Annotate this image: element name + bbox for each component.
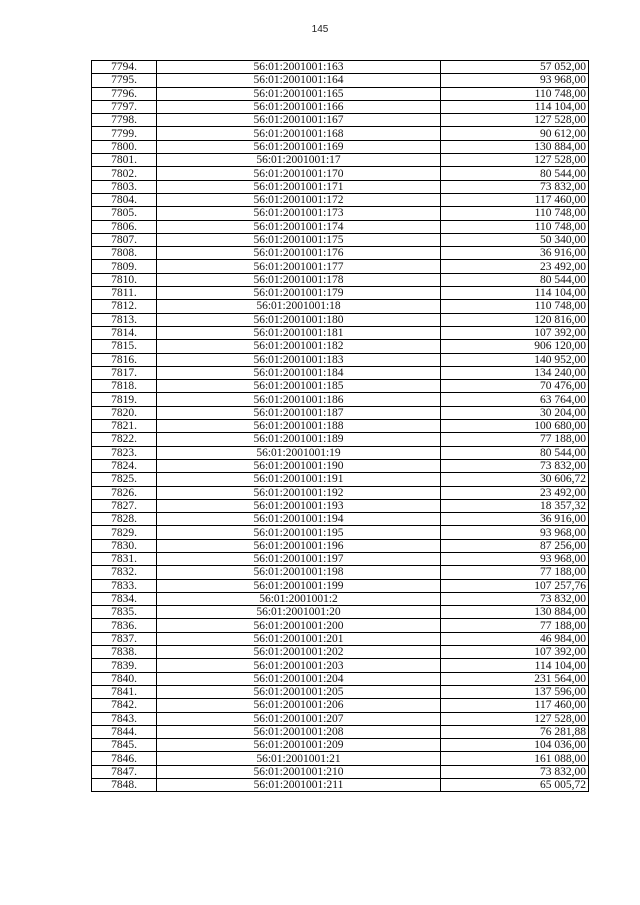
row-number-cell: 7826. [92,486,157,499]
cadastral-number-cell: 56:01:2001001:188 [157,420,441,433]
cadastral-value-cell: 114 104,00 [441,100,589,113]
row-number-cell: 7811. [92,287,157,300]
table-row [92,566,589,579]
cadastral-value-cell: 93 968,00 [441,552,589,565]
row-number-cell: 7817. [92,366,157,379]
table-row [92,659,589,672]
cadastral-number-cell: 56:01:2001001:175 [157,233,441,246]
cadastral-value-cell: 110 748,00 [441,300,589,313]
row-number-cell: 7794. [92,61,157,74]
table-row [92,446,589,459]
row-number-cell: 7828. [92,513,157,526]
cadastral-number-cell: 56:01:2001001:170 [157,167,441,180]
table-row [92,326,589,339]
row-number-cell: 7837. [92,632,157,645]
row-number-cell: 7831. [92,552,157,565]
row-number-cell: 7803. [92,180,157,193]
table-row [92,220,589,233]
row-number-cell: 7832. [92,566,157,579]
table-row [92,180,589,193]
table-row [92,140,589,153]
cadastral-value-cell: 114 104,00 [441,287,589,300]
table-row [92,579,589,592]
row-number-cell: 7809. [92,260,157,273]
cadastral-value-cell: 80 544,00 [441,167,589,180]
table-row [92,61,589,74]
cadastral-value-cell: 100 680,00 [441,420,589,433]
cadastral-value-cell: 117 460,00 [441,193,589,206]
table-row [92,114,589,127]
row-number-cell: 7801. [92,154,157,167]
table-row [92,765,589,778]
row-number-cell: 7818. [92,380,157,393]
table-row [92,486,589,499]
cadastral-value-cell: 231 564,00 [441,672,589,685]
cadastral-number-cell: 56:01:2001001:198 [157,566,441,579]
row-number-cell: 7823. [92,446,157,459]
row-number-cell: 7816. [92,353,157,366]
row-number-cell: 7810. [92,273,157,286]
table-row [92,499,589,512]
table-row [92,273,589,286]
cadastral-value-cell: 906 120,00 [441,340,589,353]
cadastral-value-cell: 130 884,00 [441,140,589,153]
cadastral-value-cell: 110 748,00 [441,207,589,220]
cadastral-value-cell: 36 916,00 [441,513,589,526]
cadastral-number-cell: 56:01:2001001:193 [157,499,441,512]
cadastral-value-cell: 50 340,00 [441,233,589,246]
cadastral-value-cell: 23 492,00 [441,486,589,499]
row-number-cell: 7834. [92,592,157,605]
table-row [92,380,589,393]
row-number-cell: 7798. [92,114,157,127]
table-row [92,539,589,552]
table-row [92,459,589,472]
table-row [92,420,589,433]
cadastral-value-cell: 120 816,00 [441,313,589,326]
cadastral-number-cell: 56:01:2001001:187 [157,406,441,419]
row-number-cell: 7806. [92,220,157,233]
row-number-cell: 7815. [92,340,157,353]
row-number-cell: 7804. [92,193,157,206]
row-number-cell: 7796. [92,87,157,100]
table-row [92,100,589,113]
table-row [92,154,589,167]
table-row [92,433,589,446]
cadastral-value-cell: 137 596,00 [441,685,589,698]
table-row [92,619,589,632]
row-number-cell: 7820. [92,406,157,419]
cadastral-value-cell: 30 204,00 [441,406,589,419]
cadastral-number-cell: 56:01:2001001:210 [157,765,441,778]
cadastral-number-cell: 56:01:2001001:199 [157,579,441,592]
cadastral-value-cell: 18 357,32 [441,499,589,512]
cadastral-number-cell: 56:01:2001001:208 [157,725,441,738]
cadastral-value-cell: 76 281,88 [441,725,589,738]
cadastral-number-cell: 56:01:2001001:196 [157,539,441,552]
table-row [92,752,589,765]
cadastral-value-cell: 127 528,00 [441,114,589,127]
cadastral-number-cell: 56:01:2001001:209 [157,739,441,752]
cadastral-value-cell: 77 188,00 [441,566,589,579]
row-number-cell: 7799. [92,127,157,140]
cadastral-value-cell: 127 528,00 [441,712,589,725]
cadastral-number-cell: 56:01:2001001:194 [157,513,441,526]
cadastral-number-cell: 56:01:2001001:21 [157,752,441,765]
table-row [92,739,589,752]
cadastral-value-cell: 57 052,00 [441,61,589,74]
cadastral-number-cell: 56:01:2001001:177 [157,260,441,273]
cadastral-number-cell: 56:01:2001001:179 [157,287,441,300]
cadastral-number-cell: 56:01:2001001:169 [157,140,441,153]
table-row [92,646,589,659]
table-row [92,552,589,565]
table-row [92,406,589,419]
cadastral-number-cell: 56:01:2001001:197 [157,552,441,565]
cadastral-value-cell: 107 392,00 [441,646,589,659]
row-number-cell: 7843. [92,712,157,725]
cadastral-number-cell: 56:01:2001001:164 [157,74,441,87]
cadastral-number-cell: 56:01:2001001:17 [157,154,441,167]
table-row [92,233,589,246]
cadastral-number-cell: 56:01:2001001:18 [157,300,441,313]
table-row [92,74,589,87]
table-row [92,473,589,486]
cadastral-number-cell: 56:01:2001001:202 [157,646,441,659]
table-row [92,393,589,406]
row-number-cell: 7795. [92,74,157,87]
cadastral-number-cell: 56:01:2001001:207 [157,712,441,725]
cadastral-number-cell: 56:01:2001001:2 [157,592,441,605]
cadastral-number-cell: 56:01:2001001:168 [157,127,441,140]
row-number-cell: 7838. [92,646,157,659]
cadastral-value-cell: 93 968,00 [441,526,589,539]
row-number-cell: 7844. [92,725,157,738]
row-number-cell: 7802. [92,167,157,180]
table-row [92,260,589,273]
cadastral-number-cell: 56:01:2001001:183 [157,353,441,366]
cadastral-number-cell: 56:01:2001001:185 [157,380,441,393]
cadastral-number-cell: 56:01:2001001:203 [157,659,441,672]
cadastral-value-cell: 134 240,00 [441,366,589,379]
cadastral-number-cell: 56:01:2001001:211 [157,779,441,792]
table-row [92,127,589,140]
cadastral-number-cell: 56:01:2001001:20 [157,606,441,619]
row-number-cell: 7841. [92,685,157,698]
table-row [92,353,589,366]
cadastral-number-cell: 56:01:2001001:184 [157,366,441,379]
row-number-cell: 7848. [92,779,157,792]
row-number-cell: 7819. [92,393,157,406]
table-row [92,606,589,619]
cadastral-number-cell: 56:01:2001001:206 [157,699,441,712]
page-number: 145 [311,24,329,35]
cadastral-value-cell: 93 968,00 [441,74,589,87]
cadastral-number-cell: 56:01:2001001:192 [157,486,441,499]
row-number-cell: 7829. [92,526,157,539]
row-number-cell: 7835. [92,606,157,619]
cadastral-value-cell: 65 005,72 [441,779,589,792]
cadastral-value-cell: 73 832,00 [441,459,589,472]
cadastral-number-cell: 56:01:2001001:204 [157,672,441,685]
row-number-cell: 7825. [92,473,157,486]
table-row [92,672,589,685]
row-number-cell: 7822. [92,433,157,446]
table-row [92,699,589,712]
cadastral-number-cell: 56:01:2001001:173 [157,207,441,220]
row-number-cell: 7813. [92,313,157,326]
table-row [92,247,589,260]
table-row [92,340,589,353]
cadastral-value-cell: 80 544,00 [441,446,589,459]
table-row [92,87,589,100]
table-row [92,366,589,379]
table-row [92,592,589,605]
cadastral-value-cell: 73 832,00 [441,592,589,605]
cadastral-number-cell: 56:01:2001001:181 [157,326,441,339]
cadastral-number-cell: 56:01:2001001:180 [157,313,441,326]
cadastral-value-cell: 117 460,00 [441,699,589,712]
table-row [92,313,589,326]
cadastral-value-cell: 36 916,00 [441,247,589,260]
cadastral-number-cell: 56:01:2001001:176 [157,247,441,260]
cadastral-value-cell: 107 392,00 [441,326,589,339]
table-row [92,685,589,698]
row-number-cell: 7847. [92,765,157,778]
row-number-cell: 7845. [92,739,157,752]
cadastral-value-cell: 77 188,00 [441,619,589,632]
row-number-cell: 7797. [92,100,157,113]
cadastral-number-cell: 56:01:2001001:186 [157,393,441,406]
row-number-cell: 7827. [92,499,157,512]
cadastral-value-cell: 107 257,76 [441,579,589,592]
row-number-cell: 7808. [92,247,157,260]
table-row [92,513,589,526]
cadastral-value-cell: 46 984,00 [441,632,589,645]
row-number-cell: 7824. [92,459,157,472]
cadastral-value-cell: 73 832,00 [441,765,589,778]
table-row [92,725,589,738]
cadastral-value-cell: 63 764,00 [441,393,589,406]
cadastral-number-cell: 56:01:2001001:190 [157,459,441,472]
cadastral-value-cell: 140 952,00 [441,353,589,366]
cadastral-number-cell: 56:01:2001001:165 [157,87,441,100]
cadastral-number-cell: 56:01:2001001:200 [157,619,441,632]
table-row [92,712,589,725]
cadastral-number-cell: 56:01:2001001:205 [157,685,441,698]
row-number-cell: 7812. [92,300,157,313]
cadastral-value-cell: 30 606,72 [441,473,589,486]
cadastral-number-cell: 56:01:2001001:189 [157,433,441,446]
row-number-cell: 7821. [92,420,157,433]
cadastral-number-cell: 56:01:2001001:191 [157,473,441,486]
table-row [92,287,589,300]
row-number-cell: 7836. [92,619,157,632]
cadastral-value-cell: 73 832,00 [441,180,589,193]
cadastral-number-cell: 56:01:2001001:201 [157,632,441,645]
row-number-cell: 7805. [92,207,157,220]
table-row [92,207,589,220]
row-number-cell: 7846. [92,752,157,765]
cadastral-number-cell: 56:01:2001001:167 [157,114,441,127]
cadastral-value-cell: 77 188,00 [441,433,589,446]
row-number-cell: 7840. [92,672,157,685]
cadastral-value-cell: 23 492,00 [441,260,589,273]
cadastral-value-cell: 70 476,00 [441,380,589,393]
cadastral-number-cell: 56:01:2001001:178 [157,273,441,286]
row-number-cell: 7830. [92,539,157,552]
cadastral-number-cell: 56:01:2001001:171 [157,180,441,193]
table-row [92,167,589,180]
row-number-cell: 7800. [92,140,157,153]
table-row [92,632,589,645]
cadastral-value-table [91,60,589,792]
row-number-cell: 7842. [92,699,157,712]
row-number-cell: 7833. [92,579,157,592]
cadastral-number-cell: 56:01:2001001:174 [157,220,441,233]
cadastral-value-cell: 127 528,00 [441,154,589,167]
cadastral-value-cell: 161 088,00 [441,752,589,765]
table-row [92,526,589,539]
row-number-cell: 7814. [92,326,157,339]
cadastral-value-cell: 87 256,00 [441,539,589,552]
table-row [92,193,589,206]
cadastral-number-cell: 56:01:2001001:182 [157,340,441,353]
cadastral-value-cell: 130 884,00 [441,606,589,619]
cadastral-number-cell: 56:01:2001001:19 [157,446,441,459]
table-row [92,779,589,792]
cadastral-number-cell: 56:01:2001001:163 [157,61,441,74]
table-row [92,300,589,313]
cadastral-value-cell: 80 544,00 [441,273,589,286]
row-number-cell: 7807. [92,233,157,246]
cadastral-value-cell: 110 748,00 [441,220,589,233]
cadastral-value-cell: 104 036,00 [441,739,589,752]
cadastral-number-cell: 56:01:2001001:166 [157,100,441,113]
cadastral-number-cell: 56:01:2001001:195 [157,526,441,539]
cadastral-value-cell: 90 612,00 [441,127,589,140]
row-number-cell: 7839. [92,659,157,672]
table-body [92,61,589,792]
cadastral-number-cell: 56:01:2001001:172 [157,193,441,206]
cadastral-value-cell: 110 748,00 [441,87,589,100]
cadastral-value-cell: 114 104,00 [441,659,589,672]
